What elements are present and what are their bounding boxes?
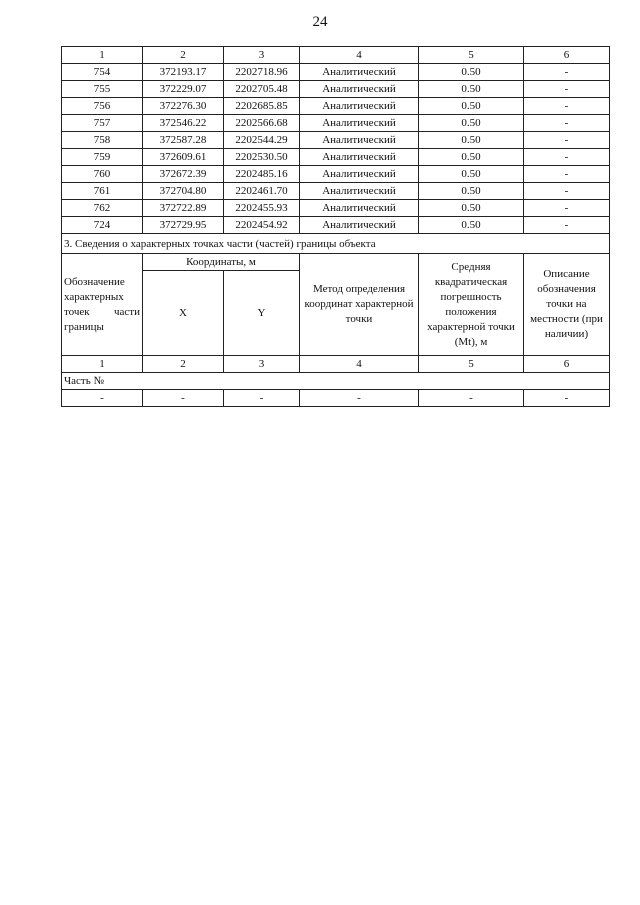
y-coordinate-cell: 2202455.93 — [224, 200, 300, 217]
table-cell: - — [62, 390, 143, 407]
table-cell: - — [419, 390, 524, 407]
method-cell: Аналитический — [300, 166, 419, 183]
error-cell: 0.50 — [419, 98, 524, 115]
empty-data-row — [62, 390, 610, 407]
method-header: Метод определения координат характерной точки — [300, 254, 419, 356]
method-cell: Аналитический — [300, 217, 419, 234]
table-cell: - — [224, 390, 300, 407]
column-number: 3 — [224, 47, 300, 64]
method-cell: Аналитический — [300, 64, 419, 81]
table-row — [62, 115, 610, 132]
x-coordinate-cell: 372229.07 — [143, 81, 224, 98]
point-number-cell: 760 — [62, 166, 143, 183]
table-row — [62, 166, 610, 183]
column-number: 4 — [300, 356, 419, 373]
error-cell: 0.50 — [419, 149, 524, 166]
description-header: Описание обозначения точки на местности (при наличии) — [524, 254, 610, 356]
point-number-cell: 724 — [62, 217, 143, 234]
table-row — [62, 217, 610, 234]
column-number: 2 — [143, 47, 224, 64]
description-cell: - — [524, 115, 610, 132]
description-cell: - — [524, 64, 610, 81]
description-cell: - — [524, 217, 610, 234]
error-cell: 0.50 — [419, 115, 524, 132]
point-designation-line: точек части — [64, 305, 140, 318]
y-coordinate-cell: 2202685.85 — [224, 98, 300, 115]
coordinates-table — [61, 46, 610, 407]
y-coordinate-cell: 2202566.68 — [224, 115, 300, 132]
error-cell: 0.50 — [419, 166, 524, 183]
point-designation-line: границы — [64, 320, 104, 333]
column-number: 3 — [224, 356, 300, 373]
description-cell: - — [524, 132, 610, 149]
table-cell: - — [524, 390, 610, 407]
error-cell: 0.50 — [419, 217, 524, 234]
point-number-cell: 754 — [62, 64, 143, 81]
x-coordinate-cell: 372722.89 — [143, 200, 224, 217]
x-coordinate-cell: 372609.61 — [143, 149, 224, 166]
x-coordinate-cell: 372729.95 — [143, 217, 224, 234]
error-header: Средняя квадратическая погрешность положения характерной точки (Mt), м — [419, 254, 524, 356]
x-coordinate-cell: 372704.80 — [143, 183, 224, 200]
x-header: X — [143, 271, 224, 356]
description-cell: - — [524, 166, 610, 183]
section3-body — [62, 234, 610, 407]
table-row — [62, 200, 610, 217]
description-cell: - — [524, 81, 610, 98]
table-row — [62, 98, 610, 115]
table-row — [62, 183, 610, 200]
x-coordinate-cell: 372587.28 — [143, 132, 224, 149]
column-number: 1 — [62, 47, 143, 64]
column-number: 6 — [524, 47, 610, 64]
y-coordinate-cell: 2202454.92 — [224, 217, 300, 234]
x-coordinate-cell: 372193.17 — [143, 64, 224, 81]
table-row — [62, 64, 610, 81]
header-row-1 — [62, 254, 610, 271]
method-cell: Аналитический — [300, 81, 419, 98]
x-coordinate-cell: 372546.22 — [143, 115, 224, 132]
description-cell: - — [524, 200, 610, 217]
part-label: Часть № — [62, 373, 610, 390]
x-coordinate-cell: 372276.30 — [143, 98, 224, 115]
point-number-cell: 761 — [62, 183, 143, 200]
point-number-cell: 756 — [62, 98, 143, 115]
table-row — [62, 149, 610, 166]
coordinates-header: Координаты, м — [143, 254, 300, 271]
table-row — [62, 132, 610, 149]
y-header: Y — [224, 271, 300, 356]
table-cell: - — [143, 390, 224, 407]
page-number: 24 — [312, 14, 328, 30]
column-number-row — [62, 47, 610, 64]
y-coordinate-cell: 2202530.50 — [224, 149, 300, 166]
point-number-cell: 762 — [62, 200, 143, 217]
table-row — [62, 81, 610, 98]
point-designation-line: характерных — [64, 290, 124, 303]
point-number-cell: 759 — [62, 149, 143, 166]
y-coordinate-cell: 2202705.48 — [224, 81, 300, 98]
y-coordinate-cell: 2202461.70 — [224, 183, 300, 200]
column-number: 5 — [419, 356, 524, 373]
y-coordinate-cell: 2202485.16 — [224, 166, 300, 183]
error-cell: 0.50 — [419, 132, 524, 149]
column-number: 5 — [419, 47, 524, 64]
y-coordinate-cell: 2202544.29 — [224, 132, 300, 149]
column-number: 1 — [62, 356, 143, 373]
column-number-row — [62, 356, 610, 373]
description-cell: - — [524, 183, 610, 200]
part-row — [62, 373, 610, 390]
method-cell: Аналитический — [300, 200, 419, 217]
y-coordinate-cell: 2202718.96 — [224, 64, 300, 81]
point-designation-line: Обозначение — [64, 275, 125, 288]
top-table-body — [62, 47, 610, 234]
table-cell: - — [300, 390, 419, 407]
column-number: 6 — [524, 356, 610, 373]
column-number: 2 — [143, 356, 224, 373]
method-cell: Аналитический — [300, 132, 419, 149]
method-cell: Аналитический — [300, 98, 419, 115]
section-title: 3. Сведения о характерных точках части (частей) границы объекта — [62, 234, 610, 254]
method-cell: Аналитический — [300, 183, 419, 200]
point-number-cell: 755 — [62, 81, 143, 98]
point-number-cell: 757 — [62, 115, 143, 132]
column-number: 4 — [300, 47, 419, 64]
error-cell: 0.50 — [419, 64, 524, 81]
error-cell: 0.50 — [419, 183, 524, 200]
description-cell: - — [524, 149, 610, 166]
description-cell: - — [524, 98, 610, 115]
method-cell: Аналитический — [300, 115, 419, 132]
method-cell: Аналитический — [300, 149, 419, 166]
error-cell: 0.50 — [419, 81, 524, 98]
section-title-row — [62, 234, 610, 254]
point-number-cell: 758 — [62, 132, 143, 149]
x-coordinate-cell: 372672.39 — [143, 166, 224, 183]
error-cell: 0.50 — [419, 200, 524, 217]
point-designation-header — [62, 254, 143, 356]
